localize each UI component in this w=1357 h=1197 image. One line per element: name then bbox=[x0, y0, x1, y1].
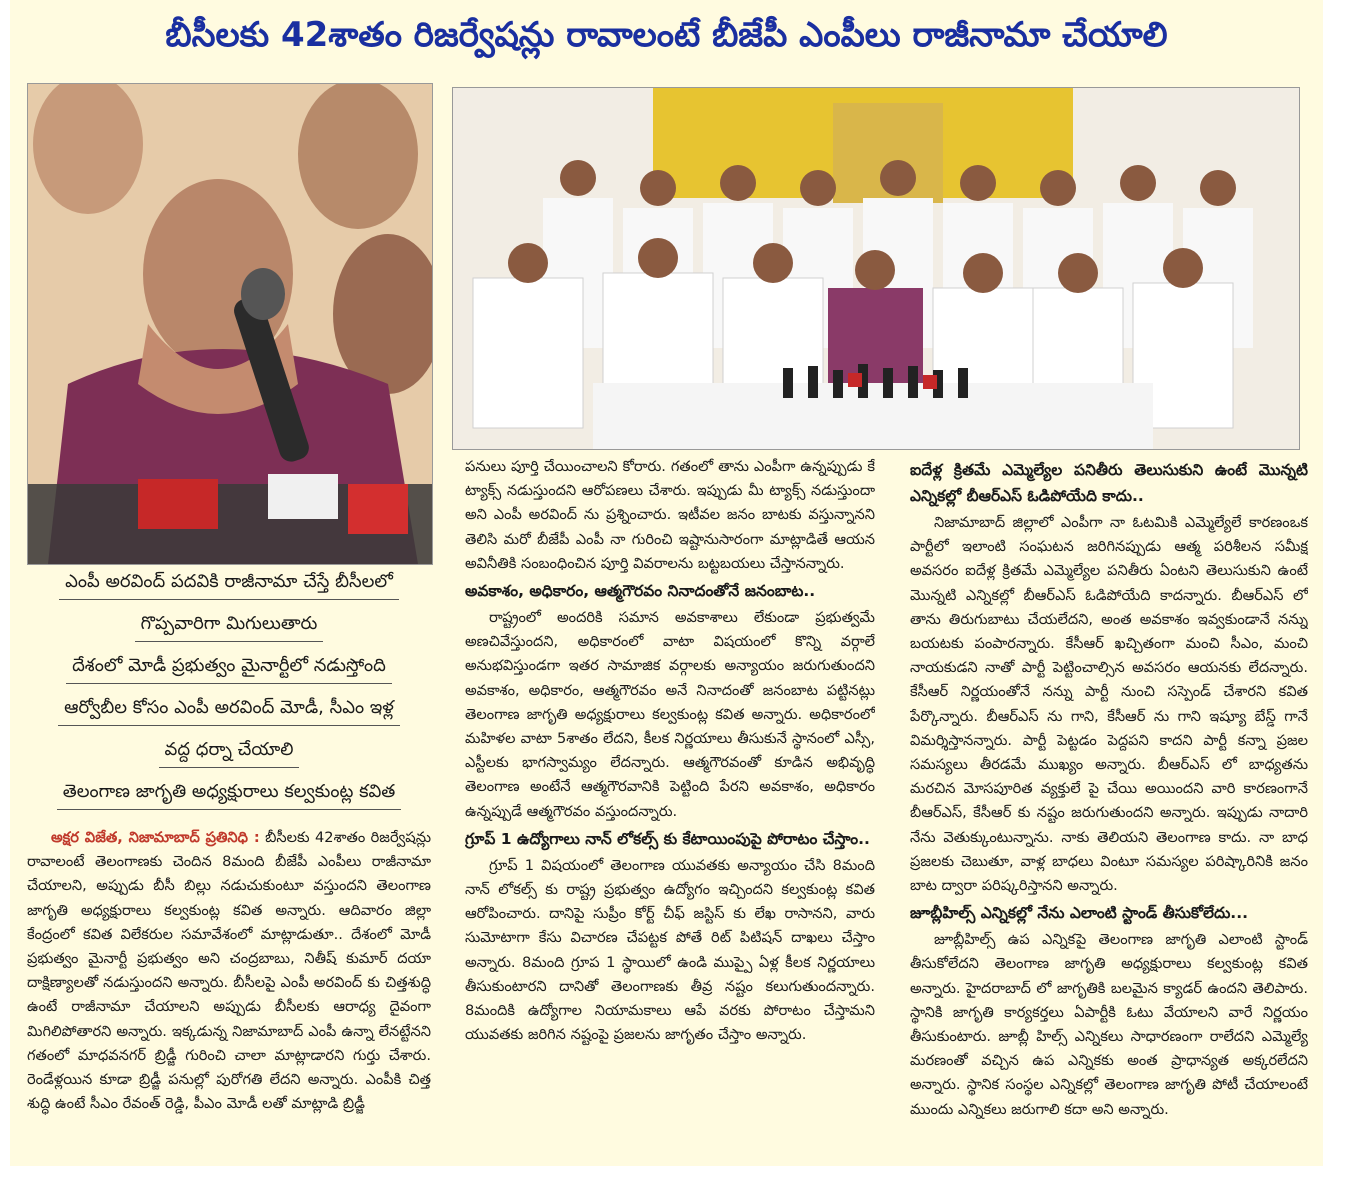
article-column-1 bbox=[27, 826, 431, 1156]
caption-text: వద్ద ధర్నా చేయాలి bbox=[159, 735, 300, 768]
article-column-3 bbox=[910, 455, 1308, 1155]
article-column-2 bbox=[465, 455, 875, 1155]
headline: బీసీలకు 42శాతం రిజర్వేషన్లు రావాలంటే బీజేపీ ఎంపీలు రాజీనామా చేయాలి bbox=[165, 15, 1168, 55]
speaker-photo bbox=[27, 83, 433, 565]
caption-line bbox=[27, 693, 431, 735]
caption-text: దేశంలో మోడీ ప్రభుత్వం మైనార్టీలో నడుస్తోంది bbox=[66, 651, 392, 684]
paragraph: జూబ్లీహిల్స్ ఉప ఎన్నికపై తెలంగాణ జాగృతి ఎలాంటి స్టాండ్ తీసుకోలేదని తెలంగాణ జాగృతి అధ్యక్షురాలు కల్వకుంట్ల కవిత అన్నారు. హైదరాబాద్ లో జాగృతికి బలమైన క్యాడర్ ఉందని తెలిపారు. స్థానికి జాగృతి కార్యకర్తలు ఏపార్టీకి ఓటు వేయాలని వారే నిర్ణయం తీసుకుంటారు. జూబ్లీ హిల్స్ ఎన్నికలు సాధారణంగా రాలేదని ఎమ్మెల్యే మరణంతో వచ్చిన ఉప ఎన్నికకు అంత ప్రాధాన్యత అక్కరలేదని అన్నారు. స్థానిక సంస్థల ఎన్నికల్లో తెలంగాణ జాగృతి పోటీ చేయాలంటే ముందు ఎన్నికలు జరుగాలి కదా అని అన్నారు. bbox=[910, 931, 1308, 1118]
paragraph-text: బీసీలకు 42శాతం రిజర్వేషన్లు రావాలంటే తెలంగాణకు చెందిన 8మంది బీజేపీ ఎంపీలు రాజీనామా చేయాలని, అప్పుడు బీసీ బిల్లు నడుచుకుంటూ వస్తుందని తెలంగాణ జాగృతి అధ్యక్షురాలు కల్వకుంట్ల కవిత అన్నారు. ఆదివారం జిల్లా కేంద్రంలో కవిత విలేకరుల సమావేశంలో మాట్లాడుతూ.. దేశంలో మోడీ ప్రభుత్వం మైనార్టీ ప్రభుత్వం అని చంద్రబాబు, నితీష్ కుమార్ దయా దాక్షిణ్యాలతో నడుస్తుందని అన్నారు. బీసీలపై ఎంపీ అరవింద్ కు చిత్తశుద్ధి ఉంటే రాజీనామా చేయాలని అప్పుడు బీసీలకు ఆరాధ్య దైవంగా మిగిలిపోతారని అన్నారు. ఇక్కడున్న నిజామాబాద్ ఎంపీ ఉన్నా లేనట్టేనని గతంలో మాధవనగర్ బ్రిడ్జీ గురించి చాలా మాట్లాడారని గుర్తు చేశారు. రెండేళ్లయిన కూడా బ్రిడ్జీ పనుల్లో పురోగతి లేదని అన్నారు. ఎంపీకి చిత్త శుద్ధి ఉంటే సీఎం రేవంత్ రెడ్డి, పీఎం మోడీ లతో మాట్లాడి బ్రిడ్జీ bbox=[27, 829, 431, 1113]
subheading: జూబ్లీహిల్స్ ఎన్నికల్లో నేను ఎలాంటి స్టాండ్ తీసుకోలేదు... bbox=[910, 904, 1248, 923]
caption-line bbox=[27, 777, 431, 819]
speaker-photo-illustration bbox=[28, 84, 432, 564]
caption-text: ఎంపీ అరవింద్ పదవికి రాజీనామా చేస్తే బీసీలలో bbox=[59, 567, 399, 600]
paragraph: నిజామాబాద్ జిల్లాలో ఎంపీగా నా ఓటమికి ఎమ్మెల్యేలే కారణంఒక పార్టీలో ఇలాంటి సంఘటన జరిగినప్పుడు ఆత్మ పరిశీలన సమీక్ష అవసరం ఐదేళ్ల క్రితమే ఎమ్మెల్యేల పనితీరు ఏంటని తెలుసుకుని ఉంటే మొన్నటి ఎన్నికల్లో బీఆర్ఎస్ ఓడిపోయేది కాదన్నారు. బీఆర్ఎస్ లో తాను తిరుగుబాటు చేయలేదని, అంత అవకాశం ఇవ్వకుండానే నన్ను బయటకు పంపారన్నారు. కేసీఆర్ ఖచ్చితంగా మంచి సీఎం, మంచి నాయకుడని నాతో పార్టీ పెట్టించాల్సిన అవసరం ఆయనకు లేదన్నారు. కేసీఆర్ నిర్ణయంతోనే నన్ను పార్టీ నుంచి సస్పెండ్ చేశారని కవిత పేర్కొన్నారు. బీఆర్ఎస్ ను గాని, కేసీఆర్ ను గాని ఇష్యూ బేస్డ్ గానే విమర్శిస్తానన్నారు. పార్టీ పెట్టడం పెద్దపని కాదని పార్టీ కన్నా ప్రజల సమస్యలు తీరడమే ముఖ్యం అన్నారు. బీఆర్ఎస్ లో బాధ్యతను మరచిన మోసపూరిత వ్యక్తులే పై చేయి అయిందని వారి కారణంగానే బీఆర్ఎస్, కేసీఆర్ కు నష్టం జరుగుతుందని అన్నారు. ఇప్పుడు నాదారి నేను వెతుక్కుంటున్నాను. నాకు తెలియని తెలంగాణ కాదు. నా బాధ ప్రజలకు చెబుతూ, వాళ్ల బాధలు వింటూ సమస్యల పరిష్కారినికి జనం బాట ద్వారా పరిష్కరిస్తానని అన్నారు. bbox=[910, 514, 1308, 895]
caption-line bbox=[27, 609, 431, 651]
paragraph: గ్రూప్ 1 విషయంలో తెలంగాణ యువతకు అన్యాయం చేసి 8మంది నాన్ లోకల్స్ కు రాష్ట్ర ప్రభుత్వం ఉద్యోగం ఇచ్చిందని కల్వకుంట్ల కవిత ఆరోపించారు. దానిపై సుప్రీం కోర్ట్ చీఫ్ జస్టిస్ కు లేఖ రాసానని, వారు సుమోటాగా కేసు విచారణ చేపట్టక పోతే రిట్ పిటిషన్ దాఖలు చేస్తాం అన్నారు. 8మంది గ్రూప 1 స్థాయిలో ఉండి ముప్పై ఏళ్ల కీలక నిర్ణయాలు తీసుకుంటారని దానితో తెలంగాణకు తీవ్ర నష్టం కలుగుతుందన్నారు. 8మందికి ఉద్యోగాల నియామకాలు ఆపే వరకు పోరాటం చేస్తామని యువతకు జరిగిన నష్టంపై ప్రజలను జాగృతం చేస్తాం అన్నారు. bbox=[465, 856, 875, 1044]
press-meet-photo bbox=[452, 87, 1300, 450]
subheading: ఐదేళ్ల క్రితమే ఎమ్మెల్యేల పనితీరు తెలుసుకుని ఉంటే మొన్నటి ఎన్నికల్లో బీఆర్ఎస్ ఓడిపోయేది కాదు.. bbox=[910, 461, 1308, 505]
paragraph: రాష్ట్రంలో అందరికి సమాన అవకాశాలు లేకుండా ప్రభుత్వమే అణచివేస్తుందని, అధికారంలో వాటా విషయంలో కొన్ని వర్గాలే అనుభవిస్తుండగా ఇతర సామాజిక వర్గాలకు అన్యాయం జరుగుతుందని అవకాశం, అధికారం, ఆత్మగౌరవం అనే నినాదంతో జనంబాట పట్టినట్లు తెలంగాణ జాగృతి అధ్యక్షురాలు కల్వకుంట్ల కవిత అన్నారు. అధికారంలో మహిళల వాటా 5శాతం లేదని, కీలక నిర్ణయాలు తీసుకునే స్థానంలో ఎస్సీ, ఎస్టీలకు భాగస్వామ్యం లేదన్నారు. ఆత్మగౌరవంతో కూడిన అభివృద్ధి తెలంగాణ అంటేనే ఆత్మగౌరవానికి పెట్టింది పేరని అవకాశం, అధికారం ఉన్నప్పుడే ఆత్మగౌరవం వస్తుందన్నారు. bbox=[465, 609, 875, 820]
caption-text: తెలంగాణ జాగృతి అధ్యక్షురాలు కల్వకుంట్ల కవిత bbox=[57, 777, 402, 810]
caption-text: ఆర్వోబీల కోసం ఎంపీ అరవింద్ మోడీ, సీఎం ఇళ్ల bbox=[58, 693, 400, 726]
subheading: గ్రూప్ 1 ఉద్యోగాలు నాన్ లోకల్స్ కు కేటాయింపుపై పోరాటం చేస్తాం.. bbox=[465, 829, 870, 848]
caption-line bbox=[27, 567, 431, 609]
caption-line bbox=[27, 735, 431, 777]
subheading: అవకాశం, అధికారం, ఆత్మగౌరవం నినాదంతోనే జనంబాట.. bbox=[465, 582, 816, 601]
paragraph bbox=[27, 826, 431, 1116]
photo-caption-block bbox=[27, 567, 431, 819]
caption-text: గొప్పవారిగా మిగులుతారు bbox=[135, 609, 324, 642]
press-meet-illustration bbox=[453, 88, 1299, 449]
paragraph: పనులు పూర్తి చేయించాలని కోరారు. గతంలో తాను ఎంపీగా ఉన్నప్పుడు కే ట్యాక్స్ నడుస్తుందని ఆరోపణలు చేశారు. ఇప్పుడు మీ ట్యాక్స్ నడుస్తుందా అని ఎంపీ అరవింద్ ను ప్రశ్నించారు. ఇటీవల జనం బాటకు వస్తున్నానని తెలిసి మరో బీజేపీ ఎంపీ నా గురించి ఇష్టానుసారంగా మాట్లాడితే ఆయన అవినీతికి సంబంధించిన పూర్తి వివరాలను బట్టబయలు చేస్తానన్నారు. bbox=[465, 458, 875, 572]
caption-line bbox=[27, 651, 431, 693]
byline: అక్షర విజేత, నిజామాబాద్ ప్రతినిధి : bbox=[51, 829, 260, 846]
